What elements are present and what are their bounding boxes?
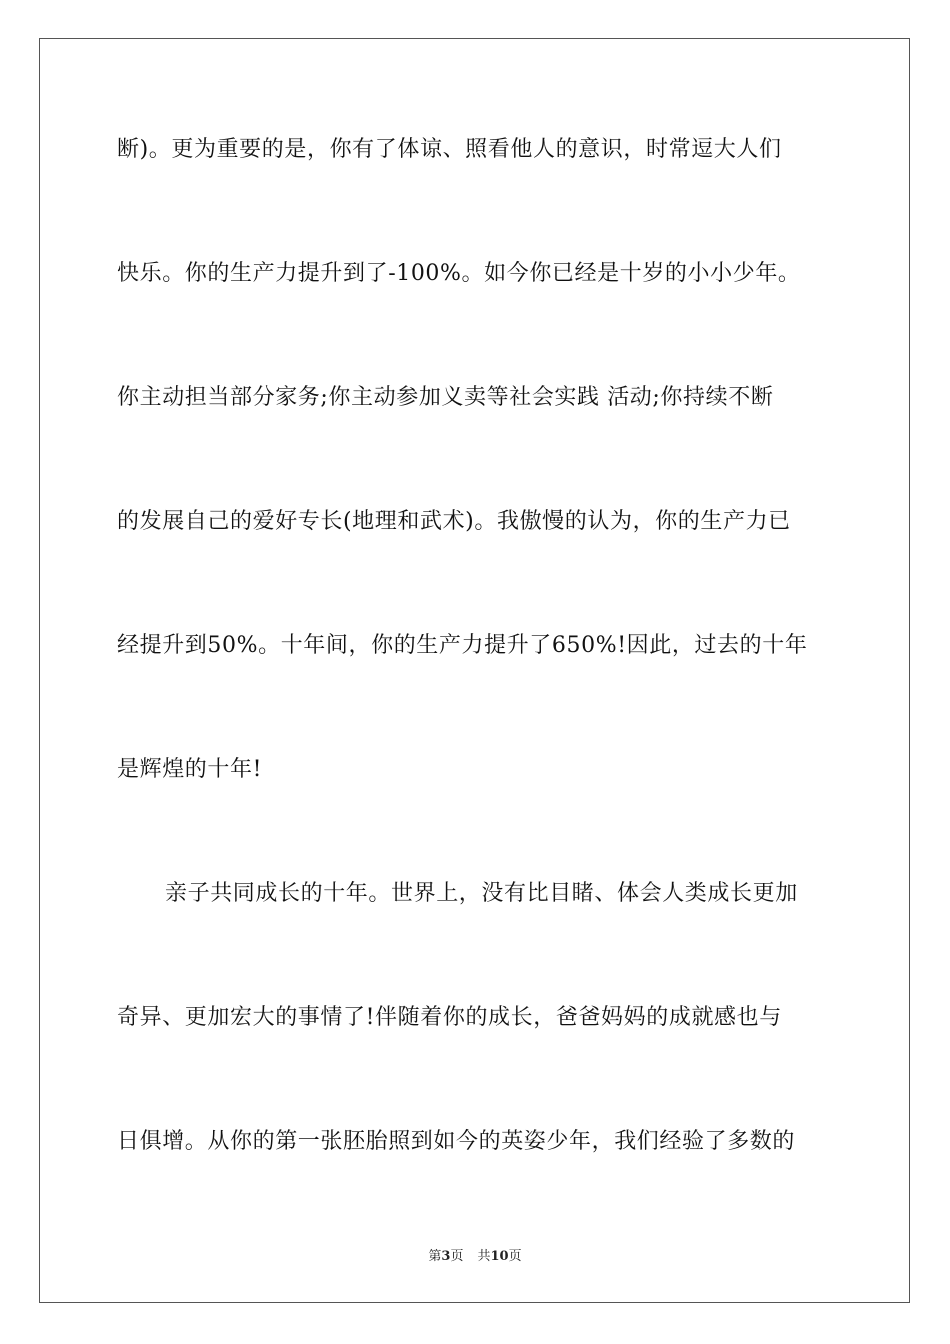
page-suffix: 页	[450, 1249, 464, 1264]
page-prefix: 第	[428, 1249, 442, 1264]
text-line-6: 是辉煌的十年!	[117, 757, 263, 782]
current-page-number: 3	[441, 1249, 451, 1264]
text-line-8: 奇异、更加宏大的事情了!伴随着你的成长，爸爸妈妈的成就感也与	[117, 1005, 782, 1030]
page-border	[39, 38, 910, 1303]
text-line-5: 经提升到50%。十年间，你的生产力提升了650%!因此，过去的十年	[117, 633, 808, 658]
text-line-9: 日俱增。从你的第一张胚胎照到如今的英姿少年，我们经验了多数的	[117, 1129, 796, 1154]
text-line-2: 快乐。你的生产力提升到了-100%。如今你已经是十岁的小小少年。	[117, 261, 801, 286]
total-prefix: 共	[477, 1249, 491, 1264]
page-footer	[0, 1248, 950, 1266]
text-line-3: 你主动担当部分家务;你主动参加义卖等社会实践 活动;你持续不断	[117, 385, 774, 410]
total-page-count: 10	[490, 1249, 509, 1264]
text-line-7-paragraph-start: 亲子共同成长的十年。世界上，没有比目睹、体会人类成长更加	[165, 881, 798, 906]
text-line-4: 的发展自己的爱好专长(地理和武术)。我傲慢的认为，你的生产力已	[117, 509, 791, 534]
text-line-1: 断)。更为重要的是，你有了体谅、照看他人的意识，时常逗大人们	[117, 137, 782, 162]
total-suffix: 页	[508, 1249, 522, 1264]
